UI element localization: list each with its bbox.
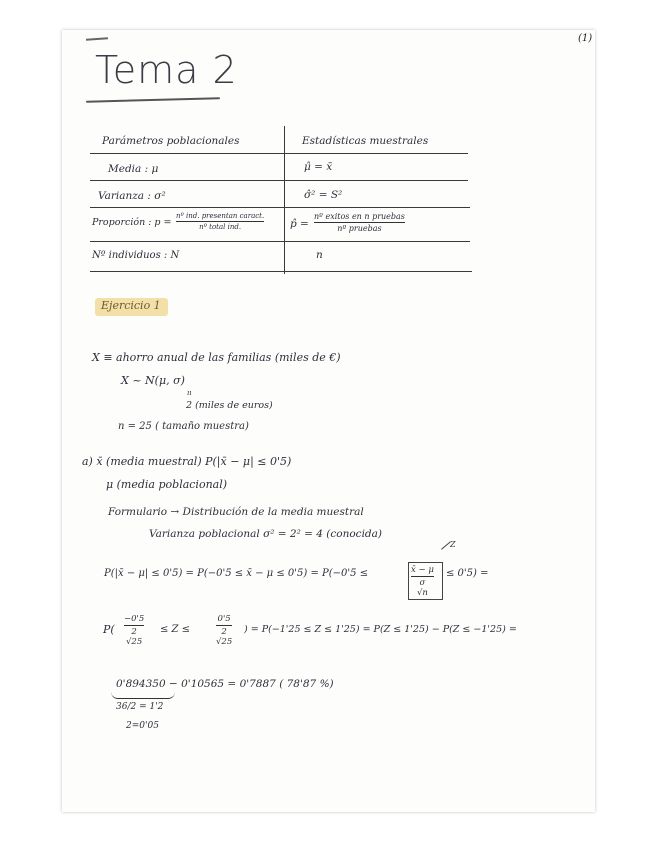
lower-bound-fraction [124, 614, 144, 647]
line-side-note-2: 2=0'05 [126, 721, 159, 731]
line-population-mean: μ (media poblacional) [106, 478, 228, 491]
page-number: (1) [578, 33, 593, 44]
line-probability-step2-rest: ) = P(−1'25 ≤ Z ≤ 1'25) = P(Z ≤ 1'25) − P(Z ≤ −1'25) = [244, 624, 517, 635]
fraction-bar [411, 576, 434, 577]
line-variable-definition: X ≡ ahorro anual de las familias (miles de €) [92, 351, 341, 364]
line-probability-step2-open: P( [103, 623, 115, 636]
table-rule [90, 241, 470, 242]
line-probability-step1-end: ≤ 0'5) = [446, 568, 489, 579]
fraction-bar [314, 222, 405, 223]
line-sample-size: n = 25 ( tamaño muestra) [118, 421, 249, 432]
table-rule [90, 180, 468, 181]
equals-mark: ıı [187, 389, 192, 397]
fraction-denominator: nº pruebas [337, 224, 382, 233]
row-proporcion-label: Proporción : p = [92, 217, 172, 228]
line-sigma-value: 2 (miles de euros) [186, 400, 273, 411]
row-varianza-right: σ̂² = S² [304, 189, 343, 201]
fraction-numerator: −0'5 [124, 614, 145, 624]
line-probability-step1: P(|x̄ − μ| ≤ 0'5) = P(−0'5 ≤ x̄ − μ ≤ 0'5) = P(−0'5 ≤ [104, 568, 369, 579]
underbrace [111, 692, 175, 699]
fraction-numerator: nº exitos en n pruebas [314, 212, 405, 221]
line-part-a: a) x̄ (media muestral) P(|x̄ − μ| ≤ 0'5) [82, 455, 292, 468]
fraction-denominator-top: 2 [131, 627, 137, 637]
line-final-result: 0'894350 − 0'10565 = 0'7887 ( 78'87 %) [116, 678, 334, 690]
row-individuos-right: n [316, 249, 323, 261]
fraction-denominator-bottom: √n [416, 588, 428, 598]
table-divider-vertical [284, 126, 285, 274]
row-proporcion-right-label: p̂ = [290, 218, 309, 230]
row-individuos-left: Nº individuos : N [92, 250, 180, 261]
standardization-fraction [411, 565, 434, 598]
table-rule [90, 153, 468, 154]
fraction-bar [216, 625, 232, 626]
page-title: Tema 2 [95, 48, 238, 92]
fraction-numerator: 0'5 [217, 614, 231, 624]
line-formulario: Formulario → Distribución de la media muestral [108, 506, 364, 518]
row-media-left: Media : μ [108, 163, 159, 175]
proporcion-fraction [176, 212, 264, 231]
line-probability-step2-mid: ≤ Z ≤ [160, 624, 191, 635]
row-media-right: μ̂ = x̄ [304, 161, 333, 173]
fraction-denominator-bottom: √25 [126, 637, 143, 647]
proporcion-estimate-fraction [314, 212, 405, 233]
fraction-denominator-bottom: √25 [216, 637, 233, 647]
line-varianza-poblacional: Varianza poblacional σ² = 2² = 4 (conocida) [149, 528, 382, 540]
line-side-note-1: 36/2 = 1'2 [116, 702, 164, 712]
fraction-denominator-top: σ [419, 578, 426, 588]
fraction-denominator: nº total ind. [199, 223, 242, 231]
z-label: Z [450, 540, 456, 549]
upper-bound-fraction [216, 614, 232, 647]
fraction-numerator: x̄ − μ [411, 565, 434, 575]
fraction-numerator: nº ind. presentan caract. [176, 212, 265, 220]
line-distribution: X ~ N(μ, σ) [121, 374, 185, 387]
exercise-label: Ejercicio 1 [101, 299, 161, 312]
parameters-table [90, 128, 470, 272]
table-rule [90, 207, 470, 208]
fraction-bar [124, 625, 144, 626]
fraction-bar [176, 221, 264, 222]
row-varianza-left: Varianza : σ² [98, 190, 166, 202]
header-left: Parámetros poblacionales [102, 135, 240, 147]
fraction-denominator-top: 2 [221, 627, 227, 637]
header-right: Estadísticas muestrales [302, 135, 429, 147]
table-rule [90, 271, 472, 272]
